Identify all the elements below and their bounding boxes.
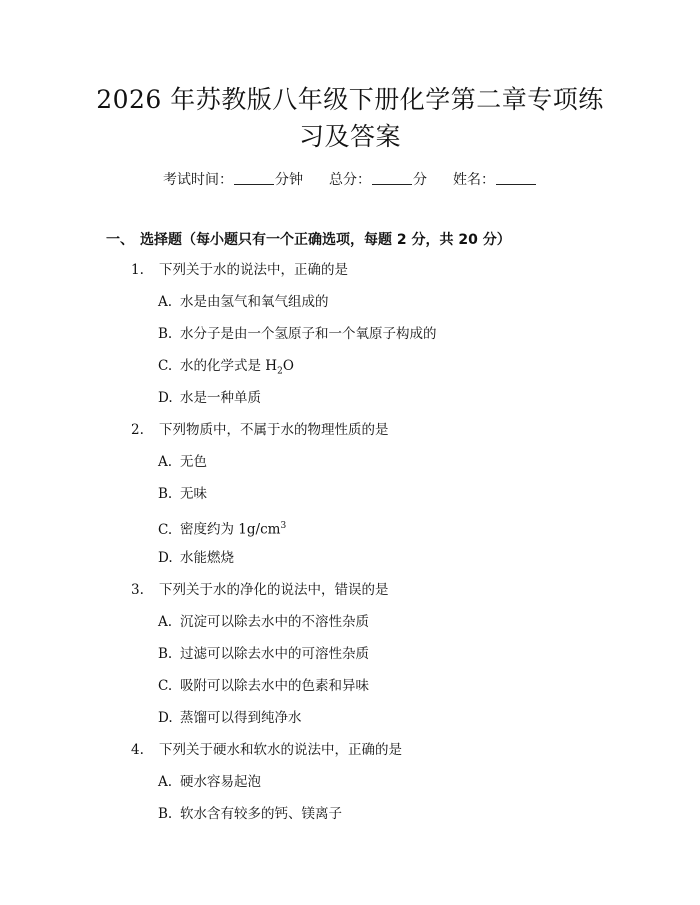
exam-info-line bbox=[0, 169, 700, 189]
option-letter: D. bbox=[158, 710, 173, 726]
option-text: 水是一种单质 bbox=[180, 390, 261, 406]
question-number: 1. bbox=[131, 262, 144, 278]
question-text: 下列物质中，不属于水的物理性质的是 bbox=[159, 422, 389, 438]
score-blank bbox=[372, 172, 412, 185]
option-text: 水能燃烧 bbox=[180, 550, 234, 566]
option-letter: A. bbox=[158, 294, 173, 310]
option-1b bbox=[158, 325, 437, 343]
option-letter: C. bbox=[158, 358, 173, 374]
option-text: 水分子是由一个氢原子和一个氧原子构成的 bbox=[180, 326, 437, 342]
question-3 bbox=[131, 581, 389, 599]
question-number: 4. bbox=[131, 742, 144, 758]
option-letter: B. bbox=[158, 806, 173, 822]
question-text: 下列关于硬水和软水的说法中，正确的是 bbox=[159, 742, 402, 758]
option-2c bbox=[158, 517, 286, 539]
option-1a bbox=[158, 293, 329, 311]
option-1d bbox=[158, 389, 261, 407]
option-letter: B. bbox=[158, 326, 173, 342]
option-1c bbox=[158, 357, 294, 381]
page-title-line-2: 习及答案 bbox=[298, 122, 401, 151]
page-title-line-1: 2026 年苏教版八年级下册化学第二章专项练 bbox=[96, 85, 604, 114]
option-text: 水的化学式是 H bbox=[180, 358, 278, 374]
option-3c bbox=[158, 677, 369, 695]
question-1 bbox=[131, 261, 348, 279]
time-label: 考试时间： bbox=[163, 172, 233, 188]
question-number: 3. bbox=[131, 582, 144, 598]
score-label: 总分： bbox=[329, 172, 371, 188]
option-2a bbox=[158, 453, 207, 471]
name-label: 姓名： bbox=[453, 172, 495, 188]
option-3d bbox=[158, 709, 302, 727]
option-letter: C. bbox=[158, 678, 173, 694]
question-number: 2. bbox=[131, 422, 144, 438]
option-text: 蒸馏可以得到纯净水 bbox=[180, 710, 302, 726]
option-letter: A. bbox=[158, 614, 173, 630]
option-3a bbox=[158, 613, 369, 631]
option-text: 无味 bbox=[180, 486, 207, 502]
option-text-end: O bbox=[282, 358, 294, 374]
option-letter: D. bbox=[158, 390, 173, 406]
question-text: 下列关于水的说法中，正确的是 bbox=[159, 262, 348, 278]
option-3b bbox=[158, 645, 369, 663]
section-heading bbox=[106, 229, 511, 249]
option-letter: A. bbox=[158, 774, 173, 790]
option-letter: D. bbox=[158, 550, 173, 566]
option-text: 沉淀可以除去水中的不溶性杂质 bbox=[180, 614, 369, 630]
formula-subscript: 2 bbox=[277, 366, 283, 377]
option-text: 水是由氢气和氧气组成的 bbox=[180, 294, 329, 310]
option-text: 硬水容易起泡 bbox=[180, 774, 261, 790]
option-letter: B. bbox=[158, 646, 173, 662]
option-text: 过滤可以除去水中的可溶性杂质 bbox=[180, 646, 369, 662]
option-text: 密度约为 1g/cm bbox=[180, 521, 281, 538]
option-text: 无色 bbox=[180, 454, 207, 470]
score-unit: 分 bbox=[413, 172, 427, 188]
question-4 bbox=[131, 741, 402, 759]
option-text: 吸附可以除去水中的色素和异味 bbox=[180, 678, 369, 694]
option-2d bbox=[158, 549, 234, 567]
question-text: 下列关于水的净化的说法中，错误的是 bbox=[159, 582, 389, 598]
option-2b bbox=[158, 485, 207, 503]
section-title: 选择题（每小题只有一个正确选项，每题 2 分，共 20 分） bbox=[140, 232, 511, 248]
name-blank bbox=[496, 172, 536, 185]
option-letter: B. bbox=[158, 486, 173, 502]
time-blank bbox=[234, 172, 274, 185]
time-unit: 分钟 bbox=[275, 172, 303, 188]
unit-superscript: 3 bbox=[280, 521, 287, 531]
option-4b bbox=[158, 805, 342, 823]
option-4a bbox=[158, 773, 261, 791]
option-text: 软水含有较多的钙、镁离子 bbox=[180, 806, 342, 822]
option-letter: A. bbox=[158, 454, 173, 470]
section-number: 一、 bbox=[106, 232, 134, 248]
question-2 bbox=[131, 421, 389, 439]
option-letter: C. bbox=[158, 521, 173, 538]
